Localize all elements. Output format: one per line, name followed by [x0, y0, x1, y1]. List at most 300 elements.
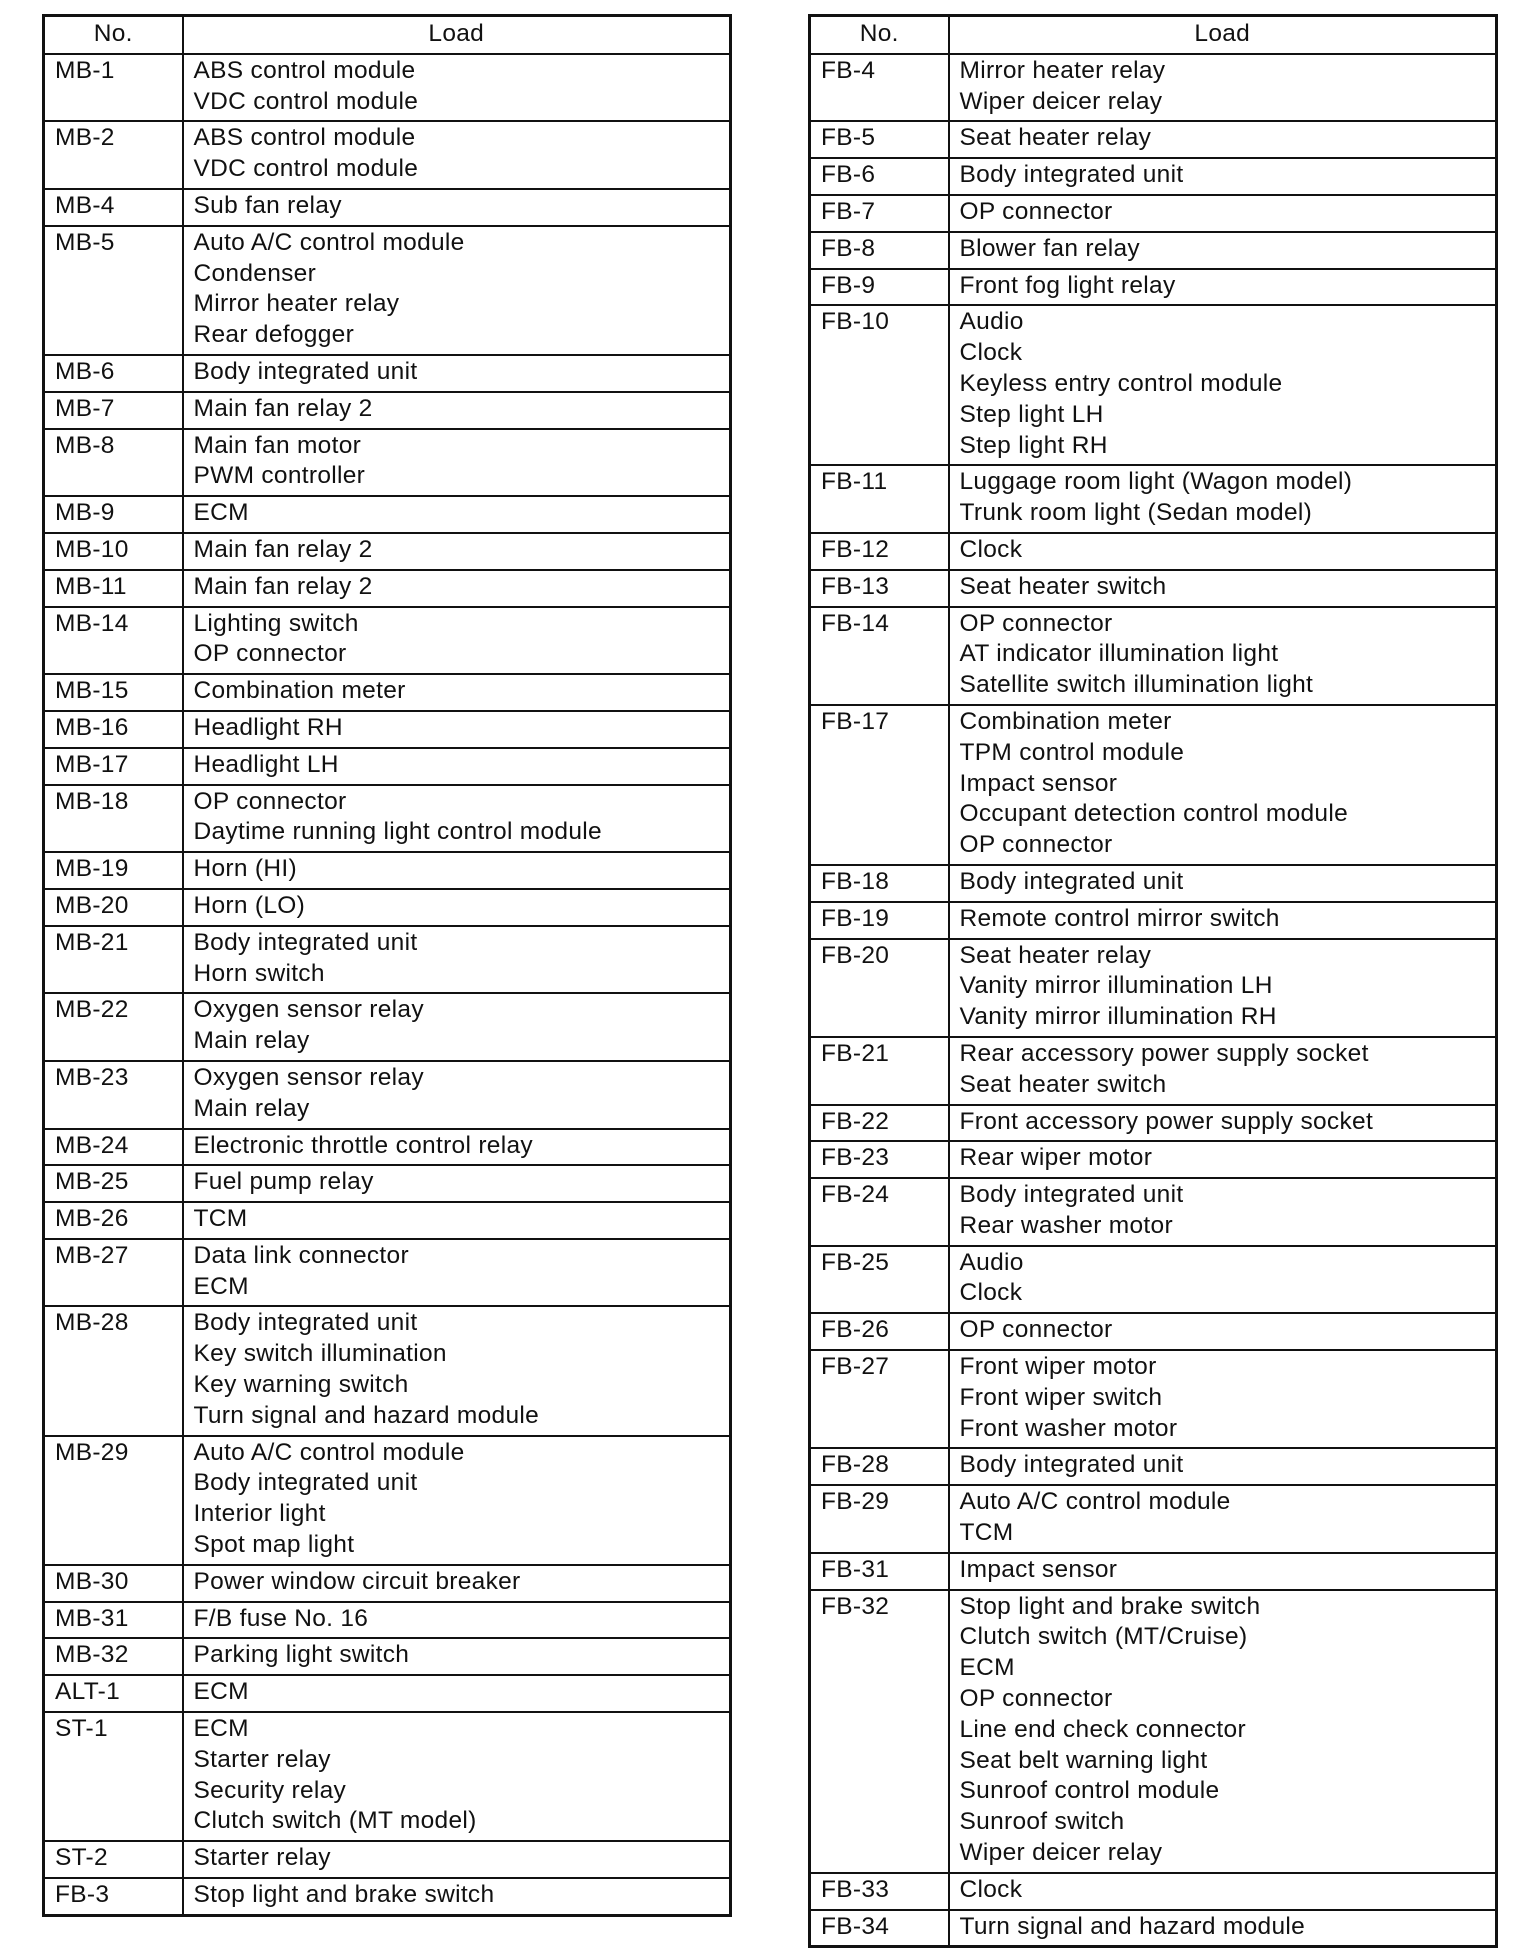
load-item: Line end check connector	[959, 1715, 1246, 1743]
table-row	[810, 1910, 1497, 1947]
load-cell	[949, 533, 1497, 570]
load-item: Combination meter	[959, 707, 1172, 735]
load-item: Main relay	[193, 1027, 310, 1055]
fuse-number: MB-17	[44, 748, 183, 785]
load-item: Horn switch	[193, 959, 325, 987]
load-item: VDC control module	[193, 87, 419, 115]
fuse-number: FB-23	[810, 1141, 949, 1178]
fuse-number: MB-24	[44, 1129, 183, 1166]
load-item: ABS control module	[193, 124, 416, 152]
fuse-number: MB-27	[44, 1239, 183, 1307]
load-cell	[949, 865, 1497, 902]
load-item: Luggage room light (Wagon model)	[959, 468, 1353, 496]
table-row	[44, 1675, 731, 1712]
fuse-number: FB-25	[810, 1246, 949, 1314]
load-item: Front washer motor	[959, 1414, 1178, 1442]
fuse-number: FB-27	[810, 1350, 949, 1448]
load-item: Seat heater relay	[959, 124, 1152, 152]
load-cell	[949, 1448, 1497, 1485]
table-row	[810, 1141, 1497, 1178]
load-cell	[183, 785, 731, 853]
load-cell	[183, 496, 731, 533]
load-item: Lighting switch	[193, 609, 359, 637]
load-item: Daytime running light control module	[193, 818, 602, 846]
load-item: Interior light	[193, 1500, 326, 1528]
header-load: Load	[949, 16, 1497, 54]
load-item: OP connector	[959, 831, 1113, 859]
load-item: Clutch switch (MT/Cruise)	[959, 1623, 1248, 1651]
load-cell	[183, 993, 731, 1061]
fuse-number: FB-4	[810, 54, 949, 122]
table-row	[810, 232, 1497, 269]
load-cell	[949, 607, 1497, 705]
table-row	[44, 1165, 731, 1202]
load-cell	[949, 1105, 1497, 1142]
load-item: Auto A/C control module	[193, 1438, 465, 1466]
load-item: Keyless entry control module	[959, 369, 1283, 397]
load-item: Seat heater switch	[959, 1070, 1167, 1098]
load-item: Wiper deicer relay	[959, 87, 1163, 115]
table-row	[44, 1129, 731, 1166]
table-row	[44, 355, 731, 392]
table-row	[810, 1350, 1497, 1448]
load-item: Mirror heater relay	[193, 290, 400, 318]
table-row	[810, 1037, 1497, 1105]
table-row	[44, 889, 731, 926]
load-item: TPM control module	[959, 738, 1185, 766]
fuse-number: MB-11	[44, 570, 183, 607]
table-row	[44, 121, 731, 189]
load-item: Impact sensor	[959, 1555, 1118, 1583]
fuse-number: MB-15	[44, 674, 183, 711]
load-item: Auto A/C control module	[193, 228, 465, 256]
load-cell	[949, 939, 1497, 1037]
table-row	[810, 195, 1497, 232]
load-item: OP connector	[959, 609, 1113, 637]
fuse-number: FB-26	[810, 1313, 949, 1350]
load-cell	[183, 355, 731, 392]
table-row	[810, 902, 1497, 939]
load-cell	[183, 1202, 731, 1239]
table-row	[44, 785, 731, 853]
load-item: Stop light and brake switch	[959, 1592, 1261, 1620]
load-item: Body integrated unit	[193, 357, 418, 385]
load-item: Parking light switch	[193, 1641, 410, 1669]
load-item: Oxygen sensor relay	[193, 996, 424, 1024]
load-item: Horn (HI)	[193, 855, 297, 883]
load-cell	[183, 607, 731, 675]
table-row	[810, 121, 1497, 158]
fuse-number: FB-17	[810, 705, 949, 865]
load-item: AT indicator illumination light	[959, 640, 1279, 668]
load-cell	[183, 189, 731, 226]
fuse-number: FB-19	[810, 902, 949, 939]
load-cell	[183, 1878, 731, 1915]
load-item: TCM	[193, 1205, 248, 1233]
load-item: Main fan motor	[193, 431, 362, 459]
fuse-number: MB-18	[44, 785, 183, 853]
load-item: ECM	[193, 499, 249, 527]
load-item: VDC control module	[193, 155, 419, 183]
fuse-number: FB-28	[810, 1448, 949, 1485]
load-item: Vanity mirror illumination RH	[959, 1003, 1277, 1031]
table-row	[810, 1873, 1497, 1910]
load-cell	[183, 1061, 731, 1129]
fuse-number: MB-20	[44, 889, 183, 926]
load-item: Power window circuit breaker	[193, 1567, 521, 1595]
fuse-number: FB-31	[810, 1553, 949, 1590]
load-cell	[183, 748, 731, 785]
load-cell	[949, 1553, 1497, 1590]
fuse-number: FB-13	[810, 570, 949, 607]
table-row	[44, 1306, 731, 1435]
fuse-number: FB-7	[810, 195, 949, 232]
load-item: Starter relay	[193, 1844, 331, 1872]
load-item: ABS control module	[193, 56, 416, 84]
load-item: Clock	[959, 1875, 1023, 1903]
table-row	[810, 865, 1497, 902]
load-item: Electronic throttle control relay	[193, 1131, 533, 1159]
load-item: ECM	[193, 1272, 249, 1300]
table-row	[44, 429, 731, 497]
load-cell	[949, 269, 1497, 306]
table-row	[44, 993, 731, 1061]
load-item: Body integrated unit	[959, 867, 1184, 895]
load-cell	[949, 570, 1497, 607]
header-load: Load	[183, 16, 731, 54]
load-item: Body integrated unit	[193, 1309, 418, 1337]
table-row	[810, 305, 1497, 465]
load-cell	[183, 1638, 731, 1675]
table-row	[810, 1590, 1497, 1873]
table-row	[44, 1436, 731, 1565]
table-row	[44, 1712, 731, 1841]
fuse-number: FB-18	[810, 865, 949, 902]
fuse-number: MB-14	[44, 607, 183, 675]
load-item: Impact sensor	[959, 769, 1118, 797]
load-cell	[183, 1306, 731, 1435]
table-row	[44, 852, 731, 889]
load-cell	[183, 1712, 731, 1841]
fuse-number: FB-22	[810, 1105, 949, 1142]
fuse-number: MB-19	[44, 852, 183, 889]
load-cell	[183, 392, 731, 429]
header-row	[810, 16, 1497, 54]
load-item: Security relay	[193, 1776, 347, 1804]
load-item: OP connector	[193, 787, 347, 815]
load-cell	[183, 1565, 731, 1602]
load-item: Trunk room light (Sedan model)	[959, 499, 1313, 527]
load-item: Main relay	[193, 1094, 310, 1122]
table-row	[44, 1565, 731, 1602]
load-item: Body integrated unit	[959, 161, 1184, 189]
fuse-number: MB-25	[44, 1165, 183, 1202]
table-row	[44, 1602, 731, 1639]
load-item: Horn (LO)	[193, 891, 306, 919]
load-item: Turn signal and hazard module	[959, 1912, 1306, 1940]
load-item: ECM	[193, 1715, 249, 1743]
load-item: Clutch switch (MT model)	[193, 1807, 477, 1835]
load-item: OP connector	[959, 1316, 1113, 1344]
load-cell	[183, 1436, 731, 1565]
fuse-number: MB-26	[44, 1202, 183, 1239]
load-item: Body integrated unit	[193, 1469, 418, 1497]
load-cell	[183, 429, 731, 497]
fuse-number: FB-3	[44, 1878, 183, 1915]
load-item: OP connector	[959, 197, 1113, 225]
load-item: Sub fan relay	[193, 191, 342, 219]
table-row	[44, 748, 731, 785]
load-item: Blower fan relay	[959, 234, 1140, 262]
fuse-number: FB-11	[810, 465, 949, 533]
load-item: Rear washer motor	[959, 1211, 1173, 1239]
load-item: Condenser	[193, 259, 317, 287]
load-item: Remote control mirror switch	[959, 904, 1280, 932]
table-row	[810, 1105, 1497, 1142]
load-cell	[949, 121, 1497, 158]
load-cell	[183, 1675, 731, 1712]
table-row	[44, 1841, 731, 1878]
load-item: Rear wiper motor	[959, 1144, 1153, 1172]
load-item: Satellite switch illumination light	[959, 671, 1314, 699]
load-cell	[949, 1910, 1497, 1947]
fuse-number: FB-5	[810, 121, 949, 158]
load-item: Clock	[959, 339, 1023, 367]
load-item: Combination meter	[193, 677, 406, 705]
load-item: Key switch illumination	[193, 1340, 447, 1368]
load-cell	[949, 158, 1497, 195]
table-row	[810, 939, 1497, 1037]
table-row	[44, 496, 731, 533]
fuse-number: FB-29	[810, 1485, 949, 1553]
load-item: PWM controller	[193, 462, 366, 490]
table-row	[44, 1239, 731, 1307]
fuse-number: MB-1	[44, 54, 183, 122]
load-cell	[949, 1178, 1497, 1246]
load-item: Auto A/C control module	[959, 1488, 1231, 1516]
table-row	[44, 1061, 731, 1129]
load-item: Seat heater relay	[959, 941, 1152, 969]
table-row	[44, 607, 731, 675]
load-cell	[183, 121, 731, 189]
load-cell	[949, 1313, 1497, 1350]
fuse-number: ST-2	[44, 1841, 183, 1878]
load-item: Wiper deicer relay	[959, 1839, 1163, 1867]
fuse-number: MB-23	[44, 1061, 183, 1129]
fuse-number: MB-22	[44, 993, 183, 1061]
header-row	[44, 16, 731, 54]
load-item: Turn signal and hazard module	[193, 1401, 540, 1429]
load-cell	[949, 1485, 1497, 1553]
header-no: No.	[44, 16, 183, 54]
table-row	[810, 533, 1497, 570]
load-item: Headlight LH	[193, 750, 339, 778]
load-item: Fuel pump relay	[193, 1168, 374, 1196]
load-cell	[183, 1129, 731, 1166]
load-cell	[183, 54, 731, 122]
load-item: Seat heater switch	[959, 572, 1167, 600]
fuse-number: FB-9	[810, 269, 949, 306]
load-item: Oxygen sensor relay	[193, 1063, 424, 1091]
load-cell	[183, 1602, 731, 1639]
table-row	[44, 226, 731, 355]
fuse-number: FB-34	[810, 1910, 949, 1947]
load-cell	[183, 1165, 731, 1202]
table-row	[44, 54, 731, 122]
load-item: Headlight RH	[193, 713, 343, 741]
load-item: Main fan relay 2	[193, 535, 373, 563]
load-item: Rear defogger	[193, 321, 355, 349]
fuse-number: FB-12	[810, 533, 949, 570]
load-item: Body integrated unit	[959, 1181, 1184, 1209]
fuse-number: FB-20	[810, 939, 949, 1037]
load-item: OP connector	[959, 1685, 1113, 1713]
load-cell	[949, 1037, 1497, 1105]
table-row	[44, 570, 731, 607]
load-item: Step light RH	[959, 431, 1108, 459]
fuse-number: FB-21	[810, 1037, 949, 1105]
fuse-number: MB-28	[44, 1306, 183, 1435]
table-row	[810, 1448, 1497, 1485]
fuse-number: MB-5	[44, 226, 183, 355]
fuse-number: FB-14	[810, 607, 949, 705]
fuse-number: MB-6	[44, 355, 183, 392]
load-cell	[949, 1246, 1497, 1314]
load-cell	[949, 902, 1497, 939]
table-row	[44, 711, 731, 748]
load-item: Front wiper switch	[959, 1383, 1163, 1411]
load-cell	[183, 1841, 731, 1878]
fuse-number: FB-32	[810, 1590, 949, 1873]
table-row	[44, 1638, 731, 1675]
table-row	[810, 570, 1497, 607]
table-row	[810, 1313, 1497, 1350]
fuse-number: MB-7	[44, 392, 183, 429]
table-row	[810, 1178, 1497, 1246]
load-item: ECM	[193, 1678, 249, 1706]
load-cell	[183, 533, 731, 570]
load-item: Main fan relay 2	[193, 572, 373, 600]
load-cell	[949, 1350, 1497, 1448]
load-item: Spot map light	[193, 1531, 355, 1559]
load-item: Main fan relay 2	[193, 394, 373, 422]
load-cell	[949, 1873, 1497, 1910]
fuse-number: FB-24	[810, 1178, 949, 1246]
table-row	[810, 1553, 1497, 1590]
load-item: Data link connector	[193, 1241, 409, 1269]
load-item: Front accessory power supply socket	[959, 1107, 1374, 1135]
load-item: Sunroof control module	[959, 1777, 1220, 1805]
load-item: Audio	[959, 1248, 1024, 1276]
fuse-number: MB-30	[44, 1565, 183, 1602]
load-item: Sunroof switch	[959, 1808, 1125, 1836]
load-item: Mirror heater relay	[959, 56, 1166, 84]
fuse-number: ST-1	[44, 1712, 183, 1841]
load-item: Front fog light relay	[959, 271, 1176, 299]
fuse-number: ALT-1	[44, 1675, 183, 1712]
load-cell	[949, 465, 1497, 533]
fuse-number: FB-33	[810, 1873, 949, 1910]
load-item: Clock	[959, 535, 1023, 563]
table-row	[810, 705, 1497, 865]
load-item: TCM	[959, 1519, 1014, 1547]
load-cell	[949, 232, 1497, 269]
fuse-number: MB-9	[44, 496, 183, 533]
table-row	[810, 1485, 1497, 1553]
load-cell	[949, 54, 1497, 122]
table-row	[44, 392, 731, 429]
fuse-number: MB-29	[44, 1436, 183, 1565]
load-item: Occupant detection control module	[959, 800, 1349, 828]
fuse-number: MB-21	[44, 926, 183, 994]
load-cell	[183, 889, 731, 926]
table-row	[810, 465, 1497, 533]
table-row	[44, 674, 731, 711]
load-item: Stop light and brake switch	[193, 1881, 495, 1909]
load-cell	[949, 705, 1497, 865]
load-cell	[183, 674, 731, 711]
load-cell	[183, 570, 731, 607]
load-cell	[949, 195, 1497, 232]
fuse-number: MB-8	[44, 429, 183, 497]
fuse-number: MB-31	[44, 1602, 183, 1639]
table-row	[810, 54, 1497, 122]
load-item: Step light LH	[959, 400, 1104, 428]
load-cell	[183, 852, 731, 889]
load-cell	[183, 226, 731, 355]
fuse-number: MB-10	[44, 533, 183, 570]
table-row	[44, 926, 731, 994]
fuse-number: MB-2	[44, 121, 183, 189]
load-item: Starter relay	[193, 1745, 331, 1773]
load-item: Seat belt warning light	[959, 1746, 1208, 1774]
load-item: OP connector	[193, 640, 347, 668]
fuse-number: FB-6	[810, 158, 949, 195]
table-row	[44, 189, 731, 226]
load-cell	[183, 926, 731, 994]
fuse-number: MB-32	[44, 1638, 183, 1675]
table-row	[44, 1202, 731, 1239]
load-item: Clock	[959, 1279, 1023, 1307]
load-cell	[183, 711, 731, 748]
load-item: Front wiper motor	[959, 1353, 1157, 1381]
fuse-number: MB-16	[44, 711, 183, 748]
fuse-number: FB-8	[810, 232, 949, 269]
load-item: Body integrated unit	[959, 1451, 1184, 1479]
load-item: F/B fuse No. 16	[193, 1604, 369, 1632]
load-item: Rear accessory power supply socket	[959, 1039, 1369, 1067]
table-row	[44, 1878, 731, 1915]
fuse-table-right	[808, 14, 1498, 1948]
table-row	[44, 533, 731, 570]
load-item: Vanity mirror illumination LH	[959, 972, 1273, 1000]
fuse-table-left	[42, 14, 732, 1917]
table-row	[810, 158, 1497, 195]
load-cell	[949, 1141, 1497, 1178]
load-item: ECM	[959, 1654, 1015, 1682]
table-row	[810, 607, 1497, 705]
fuse-number: MB-4	[44, 189, 183, 226]
load-item: Body integrated unit	[193, 928, 418, 956]
load-item: Audio	[959, 308, 1024, 336]
fuse-number: FB-10	[810, 305, 949, 465]
load-item: Key warning switch	[193, 1371, 409, 1399]
load-cell	[949, 1590, 1497, 1873]
table-row	[810, 1246, 1497, 1314]
header-no: No.	[810, 16, 949, 54]
load-cell	[949, 305, 1497, 465]
table-row	[810, 269, 1497, 306]
